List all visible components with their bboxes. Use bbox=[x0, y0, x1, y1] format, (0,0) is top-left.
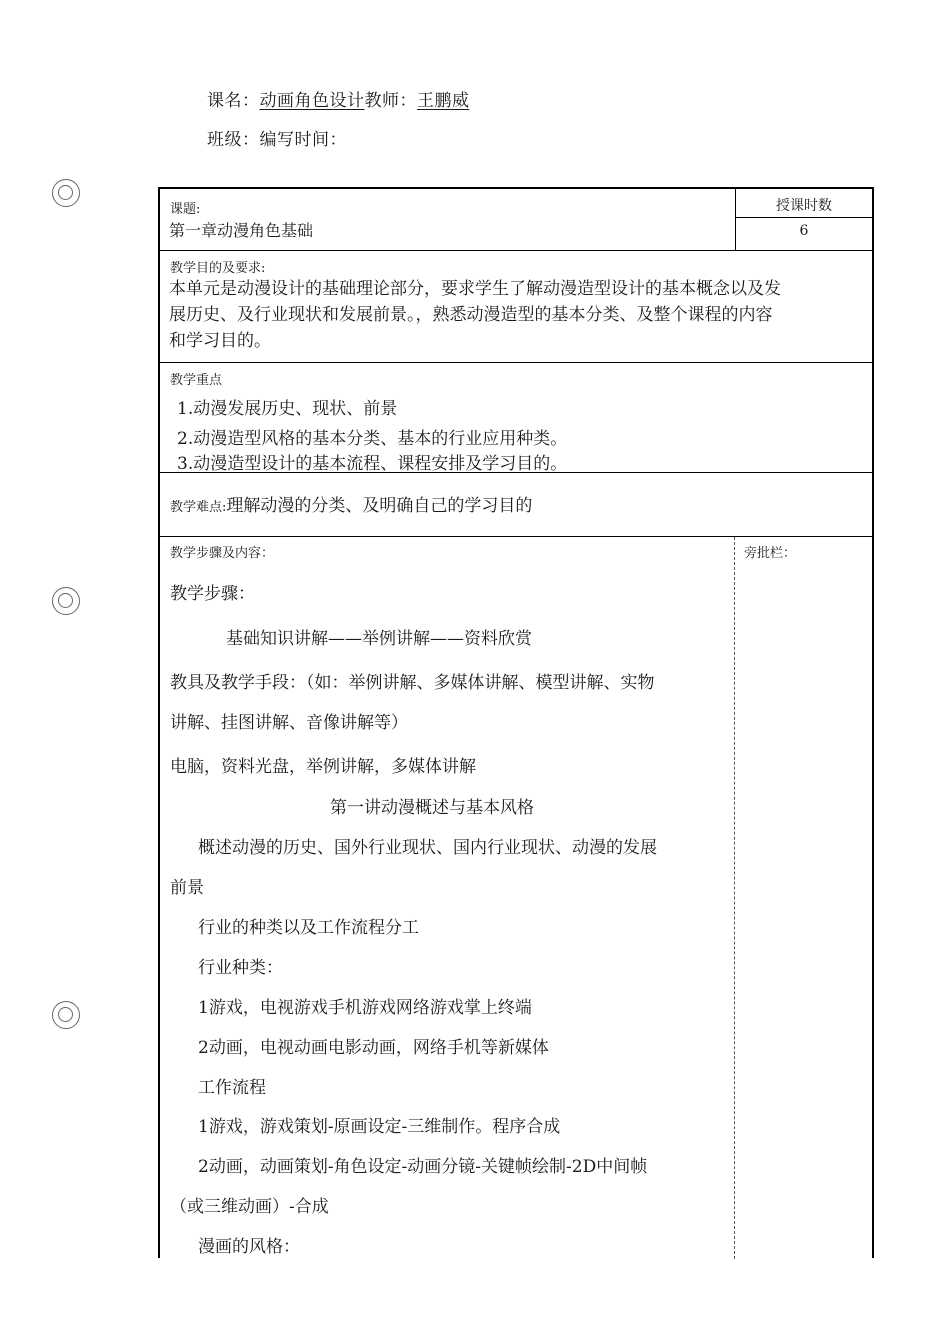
topic-label: 课题: bbox=[170, 202, 201, 217]
content-line: （或三维动画）-合成 bbox=[170, 1197, 329, 1217]
hours-inner-divider bbox=[735, 217, 872, 218]
hours-value: 6 bbox=[799, 223, 809, 239]
binding-hole-icon bbox=[52, 587, 80, 615]
content-line: 1游戏，游戏策划-原画设定-三维制作。程序合成 bbox=[198, 1117, 561, 1137]
content-line: 电脑，资料光盘，举例讲解，多媒体讲解 bbox=[170, 757, 476, 777]
course-label: 课名： bbox=[207, 91, 260, 111]
course-name: 动画角色设计 bbox=[259, 91, 365, 111]
content-line: 前景 bbox=[170, 878, 204, 898]
binding-hole-icon bbox=[52, 1001, 80, 1029]
hours-label: 授课时数 bbox=[776, 198, 832, 214]
lecture-title: 第一讲动漫概述与基本风格 bbox=[330, 798, 534, 818]
content-line: 基础知识讲解——举例讲解——资料欣赏 bbox=[226, 629, 532, 649]
difficulty-label: 教学难点: bbox=[170, 500, 227, 515]
teacher-name: 王鹏威 bbox=[417, 91, 470, 111]
content-line: 2动画，电视动画电影动画，网络手机等新媒体 bbox=[198, 1038, 549, 1058]
row-divider bbox=[160, 250, 872, 251]
steps-label: 教学步骤及内容： bbox=[170, 546, 275, 561]
content-line: 概述动漫的历史、国外行业现状、国内行业现状、动漫的发展 bbox=[198, 838, 657, 858]
notes-label: 旁批栏： bbox=[744, 546, 797, 561]
write-time-label: 编写时间： bbox=[259, 130, 347, 150]
key-points-label: 教学重点 bbox=[170, 373, 223, 388]
content-line: 行业的种类以及工作流程分工 bbox=[198, 918, 419, 938]
goal-line: 本单元是动漫设计的基础理论部分，要求学生了解动漫造型设计的基本概念以及发 bbox=[169, 279, 781, 299]
content-line: 教具及教学手段：（如：举例讲解、多媒体讲解、模型讲解、实物 bbox=[170, 673, 655, 693]
lesson-plan-form bbox=[158, 187, 874, 1258]
content-line: 工作流程 bbox=[198, 1078, 266, 1098]
teacher-label: 教师： bbox=[364, 91, 417, 111]
content-line: 行业种类： bbox=[198, 958, 283, 978]
key-point: 1.动漫发展历史、现状、前景 bbox=[177, 399, 398, 419]
key-point: 2.动漫造型风格的基本分类、基本的行业应用种类。 bbox=[177, 429, 568, 449]
content-line: 漫画的风格： bbox=[198, 1237, 300, 1257]
content-line: 1游戏，电视游戏手机游戏网络游戏掌上终端 bbox=[198, 998, 532, 1018]
content-line: 教学步骤： bbox=[170, 584, 255, 604]
content-line: 讲解、挂图讲解、音像讲解等） bbox=[170, 713, 408, 733]
goal-line: 展历史、及行业现状和发展前景。，熟悉动漫造型的基本分类、及整个课程的内容 bbox=[169, 305, 773, 325]
course-line bbox=[207, 86, 470, 111]
goal-label: 教学目的及要求: bbox=[170, 261, 266, 276]
topic-value: 第一章动漫角色基础 bbox=[169, 221, 314, 240]
row-divider bbox=[160, 362, 872, 363]
class-label: 班级： bbox=[207, 130, 260, 150]
key-point: 3.动漫造型设计的基本流程、课程安排及学习目的。 bbox=[177, 454, 568, 474]
binding-hole-icon bbox=[52, 179, 80, 207]
content-line: 2动画，动画策划-角色设定-动画分镜-关键帧绘制-2D中间帧 bbox=[198, 1157, 648, 1177]
difficulty-value: 理解动漫的分类、及明确自己的学习目的 bbox=[226, 496, 533, 516]
row-divider bbox=[160, 536, 872, 537]
difficulty-row bbox=[170, 491, 532, 516]
goal-line: 和学习目的。 bbox=[169, 331, 271, 351]
class-line bbox=[207, 125, 347, 150]
